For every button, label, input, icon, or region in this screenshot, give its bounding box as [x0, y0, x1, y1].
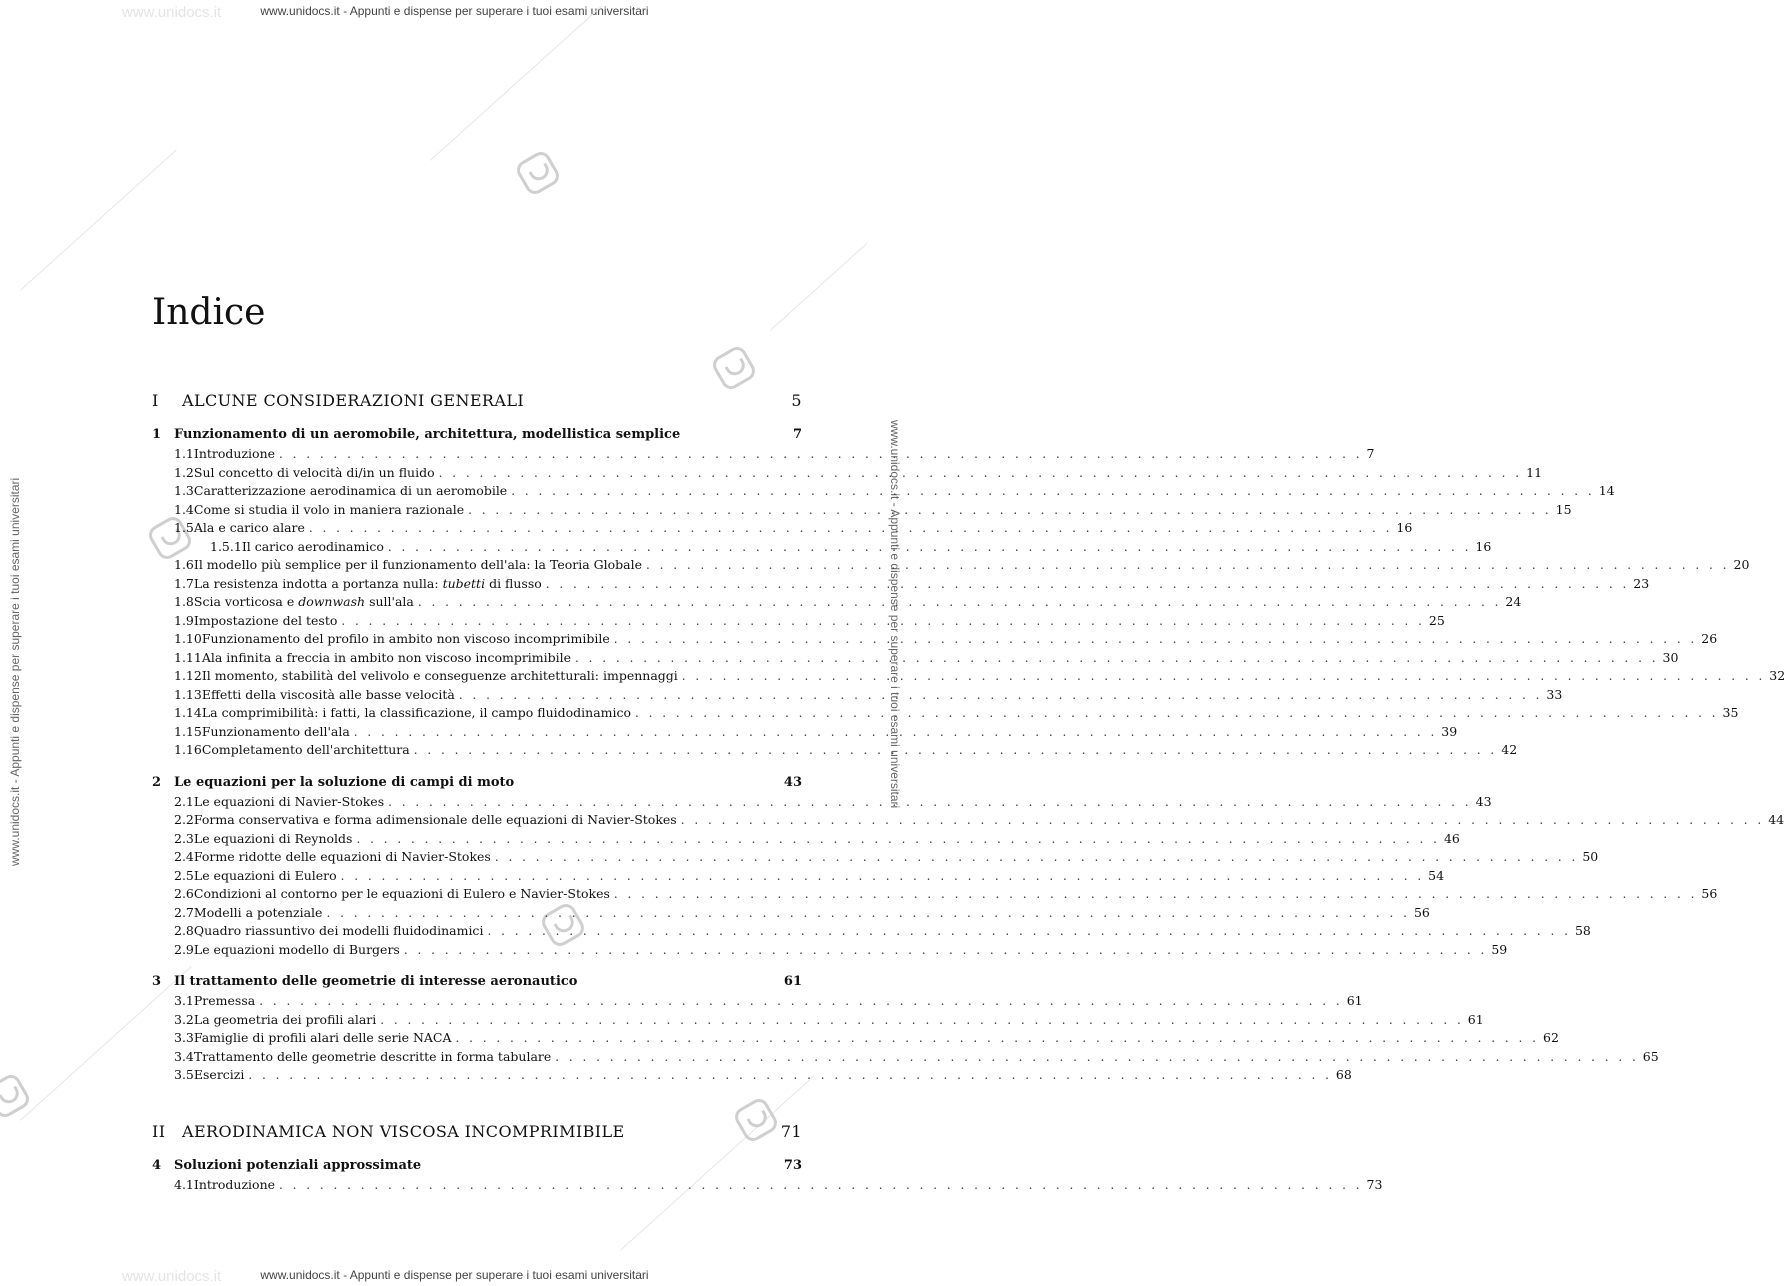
dot-leader: . . . . . . . . . . . . . . . . . . . . . . . . . . . . . . . . . . . . . . . . . . . . . . . . . . . . . . . . . . . . . . . . . . . . . . . . . . . . . . . . — [248, 1068, 1332, 1082]
part-heading — [152, 391, 802, 413]
part-number: I — [152, 391, 159, 410]
section-title: Forma conservativa e forma adimensionale delle equazioni di Navier-Stokes — [193, 812, 677, 827]
part-heading — [152, 1122, 802, 1144]
section-row — [152, 923, 1591, 942]
chapter-title: Soluzioni potenziali approssimate — [174, 1157, 422, 1173]
section-page: 39 — [1441, 723, 1458, 739]
section-row — [152, 1176, 1383, 1196]
section-page: 54 — [1428, 867, 1445, 883]
section-title: Forme ridotte delle equazioni di Navier-Stokes — [193, 849, 491, 864]
section-page: 16 — [1396, 520, 1413, 535]
dot-leader: . . . . . . . . . . . . . . . . . . . . . . . . . . . . . . . . . . . . . . . . . . . . . . . . . . . . . . . . . . . . . . . . . . . . . . . . . . . . . . . . — [380, 1012, 1464, 1027]
section-row — [152, 668, 1785, 687]
section-number: 1.5.1 — [210, 538, 242, 554]
section-row — [152, 904, 1430, 924]
chapter-heading — [152, 427, 802, 446]
section-page: 25 — [1428, 612, 1445, 628]
watermark-ghost-text: www.unidocs.it — [122, 4, 222, 21]
part-page: 71 — [780, 1121, 802, 1141]
section-row — [152, 705, 1739, 724]
section-title: La resistenza indotta a portanza nulla: tubetti di flusso — [193, 575, 542, 591]
section-number: 2.1 — [174, 793, 194, 809]
dot-leader: . . . . . . . . . . . . . . . . . . . . . . . . . . . . . . . . . . . . . . . . . . . . . . . . . . . . . . . . . . . . . . . . . . . . . . . . . . . . . . . . — [387, 539, 1472, 554]
chapter-heading — [152, 1158, 802, 1177]
dot-leader: . . . . . . . . . . . . . . . . . . . . . . . . . . . . . . . . . . . . . . . . . . . . . . . . . . . . . . . . . . . . . . . . . . . . . . . . . . . . . . . . — [511, 484, 1595, 498]
section-row — [152, 575, 1650, 595]
section-row — [152, 812, 1785, 831]
part-title: AERODINAMICA NON VISCOSA INCOMPRIMIBILE — [182, 1121, 625, 1141]
section-title: Il modello più semplice per il funzionamento dell'ala: la Teoria Globale — [193, 557, 642, 572]
section-row — [152, 686, 1563, 706]
section-title: Completamento dell'architettura — [201, 742, 410, 757]
section-title: Le equazioni di Reynolds — [193, 830, 353, 846]
dot-leader: . . . . . . . . . . . . . . . . . . . . . . . . . . . . . . . . . . . . . . . . . . . . . . . . . . . . . . . . . . . . . . . . . . . . . . . . . . . . . . . . — [635, 706, 1719, 720]
section-number: 1.1 — [174, 446, 194, 461]
section-number: 1.3 — [174, 483, 194, 498]
section-page: 33 — [1546, 686, 1563, 702]
section-page: 20 — [1733, 557, 1750, 572]
section-number: 3.4 — [174, 1048, 194, 1064]
dot-leader: . . . . . . . . . . . . . . . . . . . . . . . . . . . . . . . . . . . . . . . . . . . . . . . . . . . . . . . . . . . . . . . . . . . . . . . . . . . . . . . . — [353, 724, 1438, 739]
section-page: 43 — [1475, 793, 1492, 809]
watermark-footer: www.unidocs.it - Appunti e dispense per superare i tuoi esami universitari — [260, 1268, 649, 1282]
watermark-diagonal — [20, 149, 177, 290]
section-title: Modelli a potenziale — [193, 904, 323, 920]
dot-leader: . . . . . . . . . . . . . . . . . . . . . . . . . . . . . . . . . . . . . . . . . . . . . . . . . . . . . . . . . . . . . . . . . . . . . . . . . . . . . . . . — [388, 794, 1472, 809]
dot-leader: . . . . . . . . . . . . . . . . . . . . . . . . . . . . . . . . . . . . . . . . . . . . . . . . . . . . . . . . . . . . . . . . . . . . . . . . . . . . . . . . — [455, 1031, 1539, 1045]
dot-leader: . . . . . . . . . . . . . . . . . . . . . . . . . . . . . . . . . . . . . . . . . . . . . . . . . . . . . . . . . . . . . . . . . . . . . . . . . . . . . . . . — [308, 521, 1393, 535]
watermark-logo-icon — [513, 148, 562, 197]
dot-leader: . . . . . . . . . . . . . . . . . . . . . . . . . . . . . . . . . . . . . . . . . . . . . . . . . . . . . . . . . . . . . . . . . . . . . . . . . . . . . . . . — [680, 813, 1765, 827]
section-title: Trattamento delle geometrie descritte in forma tabulare — [193, 1048, 552, 1064]
chapter-page: 7 — [792, 427, 802, 442]
dot-leader: . . . . . . . . . . . . . . . . . . . . . . . . . . . . . . . . . . . . . . . . . . . . . . . . . . . . . . . . . . . . . . . . . . . . . . . . . . . . . . . . — [613, 887, 1698, 901]
dot-leader: . . . . . . . . . . . . . . . . . . . . . . . . . . . . . . . . . . . . . . . . . . . . . . . . . . . . . . . . . . . . . . . . . . . . . . . . . . . . . . . . — [413, 743, 1498, 757]
dot-leader: . . . . . . . . . . . . . . . . . . . . . . . . . . . . . . . . . . . . . . . . . . . . . . . . . . . . . . . . . . . . . . . . . . . . . . . . . . . . . . . . — [279, 1177, 1363, 1192]
section-page: 23 — [1633, 575, 1650, 591]
section-title: Sul concetto di velocità di/in un fluido — [193, 464, 435, 480]
section-row — [152, 993, 1363, 1012]
section-title: Le equazioni di Eulero — [193, 867, 337, 883]
watermark-side-right: www.unidocs.it - Appunti e dispense per superare i tuoi esami universitari — [888, 420, 902, 809]
section-title: Le equazioni modello di Burgers — [193, 941, 400, 957]
section-number: 1.12 — [174, 668, 202, 683]
dot-leader: . . . . . . . . . . . . . . . . . . . . . . . . . . . . . . . . . . . . . . . . . . . . . . . . . . . . . . . . . . . . . . . . . . . . . . . . . . . . . . . . — [458, 687, 1543, 702]
dot-leader: . . . . . . . . . . . . . . . . . . . . . . . . . . . . . . . . . . . . . . . . . . . . . . . . . . . . . . . . . . . . . . . . . . . . . . . . . . . . . . . . — [575, 650, 1659, 665]
section-page: 56 — [1413, 904, 1430, 920]
section-row — [152, 742, 1518, 761]
section-number: 2.8 — [174, 923, 194, 938]
section-title: Esercizi — [193, 1067, 245, 1082]
section-row — [152, 1067, 1352, 1086]
section-page: 61 — [1346, 993, 1363, 1008]
section-number: 1.2 — [174, 464, 194, 480]
section-title: Funzionamento del profilo in ambito non viscoso incomprimibile — [201, 631, 610, 646]
dot-leader: . . . . . . . . . . . . . . . . . . . . . . . . . . . . . . . . . . . . . . . . . . . . . . . . . . . . . . . . . . . . . . . . . . . . . . . . . . . . . . . . — [468, 502, 1552, 517]
dot-leader: . . . . . . . . . . . . . . . . . . . . . . . . . . . . . . . . . . . . . . . . . . . . . . . . . . . . . . . . . . . . . . . . . . . . . . . . . . . . . . . . — [494, 850, 1579, 864]
section-page: 50 — [1582, 849, 1599, 864]
watermark-logo-icon — [709, 343, 758, 392]
section-row — [152, 1048, 1659, 1068]
section-number: 3.1 — [174, 993, 194, 1008]
section-row — [152, 886, 1718, 905]
section-number: 1.5 — [174, 520, 194, 535]
watermark-diagonal — [770, 243, 867, 331]
section-page: 42 — [1501, 742, 1518, 757]
section-row — [152, 483, 1615, 502]
section-title: Famiglie di profili alari delle serie NACA — [193, 1030, 452, 1045]
section-row — [152, 557, 1750, 576]
section-title: Condizioni al contorno per le equazioni di Eulero e Navier-Stokes — [193, 886, 610, 901]
section-title: Impostazione del testo — [193, 612, 338, 628]
section-title: La geometria dei profili alari — [193, 1011, 377, 1027]
section-number: 2.4 — [174, 849, 194, 864]
section-row — [152, 941, 1508, 961]
section-number: 2.6 — [174, 886, 194, 901]
dot-leader: . . . . . . . . . . . . . . . . . . . . . . . . . . . . . . . . . . . . . . . . . . . . . . . . . . . . . . . . . . . . . . . . . . . . . . . . . . . . . . . . — [681, 669, 1766, 683]
section-number: 3.5 — [174, 1067, 194, 1082]
section-title: Premessa — [193, 993, 256, 1008]
dot-leader: . . . . . . . . . . . . . . . . . . . . . . . . . . . . . . . . . . . . . . . . . . . . . . . . . . . . . . . . . . . . . . . . . . . . . . . . . . . . . . . . — [545, 576, 1630, 591]
section-row — [152, 793, 1492, 813]
section-number: 1.16 — [174, 742, 202, 757]
section-number: 1.13 — [174, 686, 202, 702]
chapter-page: 43 — [783, 774, 802, 790]
section-title: La comprimibilità: i fatti, la classificazione, il campo fluidodinamico — [201, 705, 632, 720]
dot-leader: . . . . . . . . . . . . . . . . . . . . . . . . . . . . . . . . . . . . . . . . . . . . . . . . . . . . . . . . . . . . . . . . . . . . . . . . . . . . . . . . — [487, 924, 1571, 938]
dot-leader: . . . . . . . . . . . . . . . . . . . . . . . . . . . . . . . . . . . . . . . . . . . . . . . . . . . . . . . . . . . . . . . . . . . . . . . . . . . . . . . . — [403, 942, 1488, 957]
section-page: 65 — [1642, 1048, 1659, 1064]
dot-leader: . . . . . . . . . . . . . . . . . . . . . . . . . . . . . . . . . . . . . . . . . . . . . . . . . . . . . . . . . . . . . . . . . . . . . . . . . . . . . . . . — [555, 1049, 1639, 1064]
chapter-title: Il trattamento delle geometrie di interesse aeronautico — [174, 974, 578, 989]
section-row — [152, 1030, 1559, 1049]
chapter-title: Funzionamento di un aeromobile, architettura, modellistica semplice — [174, 427, 681, 442]
section-title: Le equazioni di Navier-Stokes — [193, 793, 385, 809]
section-number: 1.4 — [174, 501, 194, 517]
section-title: Come si studia il volo in maniera razionale — [193, 501, 465, 517]
watermark-ghost-text: www.unidocs.it — [122, 1268, 222, 1285]
part-page: 5 — [791, 391, 802, 410]
section-number: 1.9 — [174, 612, 194, 628]
section-page: 30 — [1662, 649, 1679, 665]
section-page: 62 — [1543, 1030, 1559, 1045]
section-page: 44 — [1768, 812, 1785, 827]
chapter-title: Le equazioni per la soluzione di campi di moto — [174, 774, 515, 790]
dot-leader: . . . . . . . . . . . . . . . . . . . . . . . . . . . . . . . . . . . . . . . . . . . . . . . . . . . . . . . . . . . . . . . . . . . . . . . . . . . . . . . . — [438, 465, 1523, 480]
chapter-number: 2 — [152, 774, 162, 790]
part-spacer — [152, 1086, 802, 1108]
chapter-number: 1 — [152, 427, 162, 442]
section-row — [152, 520, 1413, 539]
section-number: 1.15 — [174, 723, 202, 739]
chapter-heading — [152, 974, 802, 993]
section-row — [152, 464, 1543, 484]
watermark-header: www.unidocs.it - Appunti e dispense per superare i tuoi esami universitari — [260, 4, 649, 18]
dot-leader: . . . . . . . . . . . . . . . . . . . . . . . . . . . . . . . . . . . . . . . . . . . . . . . . . . . . . . . . . . . . . . . . . . . . . . . . . . . . . . . . — [341, 613, 1425, 628]
chapter-heading — [152, 775, 802, 794]
section-number: 1.6 — [174, 557, 194, 572]
section-page: 11 — [1526, 464, 1543, 480]
section-row — [152, 631, 1718, 650]
chapter-page: 61 — [783, 974, 802, 989]
section-number: 1.14 — [174, 705, 202, 720]
section-title: Il carico aerodinamico — [241, 538, 384, 554]
section-row — [152, 1011, 1484, 1031]
section-number: 1.8 — [174, 594, 194, 609]
section-number: 1.7 — [174, 575, 194, 591]
dot-leader: . . . . . . . . . . . . . . . . . . . . . . . . . . . . . . . . . . . . . . . . . . . . . . . . . . . . . . . . . . . . . . . . . . . . . . . . . . . . . . . . — [259, 994, 1343, 1008]
section-number: 1.11 — [174, 649, 202, 665]
section-row — [152, 446, 1375, 465]
chapter-page: 73 — [783, 1157, 802, 1173]
section-page: 56 — [1701, 886, 1718, 901]
subsection-row — [152, 538, 1492, 558]
section-number: 1.10 — [174, 631, 202, 646]
dot-leader: . . . . . . . . . . . . . . . . . . . . . . . . . . . . . . . . . . . . . . . . . . . . . . . . . . . . . . . . . . . . . . . . . . . . . . . . . . . . . . . . — [646, 558, 1730, 572]
section-title: Caratterizzazione aerodinamica di un aeromobile — [193, 483, 508, 498]
section-title: Quadro riassuntivo dei modelli fluidodinamici — [193, 923, 484, 938]
section-title: Introduzione — [193, 446, 276, 461]
section-page: 7 — [1366, 446, 1375, 461]
section-number: 2.7 — [174, 904, 194, 920]
section-number: 3.2 — [174, 1011, 194, 1027]
section-title: Scia vorticosa e downwash sull'ala — [193, 594, 414, 609]
section-row — [152, 830, 1460, 850]
dot-leader: . . . . . . . . . . . . . . . . . . . . . . . . . . . . . . . . . . . . . . . . . . . . . . . . . . . . . . . . . . . . . . . . . . . . . . . . . . . . . . . . — [340, 868, 1425, 883]
section-title: Introduzione — [193, 1176, 276, 1192]
section-page: 58 — [1574, 923, 1591, 938]
section-row — [152, 867, 1445, 887]
section-page: 35 — [1722, 705, 1739, 720]
section-page: 16 — [1475, 538, 1492, 554]
part-title: ALCUNE CONSIDERAZIONI GENERALI — [182, 391, 525, 410]
page-title: Indice — [152, 292, 266, 333]
section-number: 2.9 — [174, 941, 194, 957]
section-page: 24 — [1505, 594, 1522, 609]
watermark-side-left: www.unidocs.it - Appunti e dispense per superare i tuoi esami universitari — [8, 477, 22, 866]
section-page: 61 — [1467, 1011, 1484, 1027]
section-page: 32 — [1769, 668, 1785, 683]
section-number: 2.3 — [174, 830, 194, 846]
section-page: 26 — [1701, 631, 1718, 646]
section-row — [152, 649, 1679, 669]
section-title: Il momento, stabilità del velivolo e conseguenze architetturali: impennaggi — [201, 668, 678, 683]
section-row — [152, 594, 1522, 613]
section-page: 46 — [1443, 830, 1460, 846]
section-row — [152, 849, 1599, 868]
section-title: Funzionamento dell'ala — [201, 723, 350, 739]
section-page: 59 — [1491, 941, 1508, 957]
dot-leader: . . . . . . . . . . . . . . . . . . . . . . . . . . . . . . . . . . . . . . . . . . . . . . . . . . . . . . . . . . . . . . . . . . . . . . . . . . . . . . . . — [326, 905, 1410, 920]
section-number: 4.1 — [174, 1176, 194, 1192]
dot-leader: . . . . . . . . . . . . . . . . . . . . . . . . . . . . . . . . . . . . . . . . . . . . . . . . . . . . . . . . . . . . . . . . . . . . . . . . . . . . . . . . — [417, 595, 1502, 609]
section-number: 2.2 — [174, 812, 194, 827]
part-number: II — [152, 1121, 166, 1141]
section-page: 14 — [1598, 483, 1615, 498]
section-number: 3.3 — [174, 1030, 194, 1045]
chapter-number: 3 — [152, 974, 162, 989]
dot-leader: . . . . . . . . . . . . . . . . . . . . . . . . . . . . . . . . . . . . . . . . . . . . . . . . . . . . . . . . . . . . . . . . . . . . . . . . . . . . . . . . — [279, 447, 1363, 461]
section-title: Effetti della viscosità alle basse velocità — [201, 686, 455, 702]
section-title: Ala infinita a freccia in ambito non viscoso incomprimibile — [201, 649, 572, 665]
section-title: Ala e carico alare — [193, 520, 305, 535]
section-row — [152, 723, 1458, 743]
chapter-number: 4 — [152, 1157, 162, 1173]
section-row — [152, 501, 1572, 521]
section-page: 15 — [1555, 501, 1572, 517]
watermark-diagonal — [430, 6, 602, 161]
section-row — [152, 612, 1445, 632]
section-page: 73 — [1366, 1176, 1383, 1192]
section-number: 2.5 — [174, 867, 194, 883]
dot-leader: . . . . . . . . . . . . . . . . . . . . . . . . . . . . . . . . . . . . . . . . . . . . . . . . . . . . . . . . . . . . . . . . . . . . . . . . . . . . . . . . — [613, 632, 1698, 646]
section-page: 68 — [1335, 1067, 1352, 1082]
dot-leader: . . . . . . . . . . . . . . . . . . . . . . . . . . . . . . . . . . . . . . . . . . . . . . . . . . . . . . . . . . . . . . . . . . . . . . . . . . . . . . . . — [356, 831, 1440, 846]
